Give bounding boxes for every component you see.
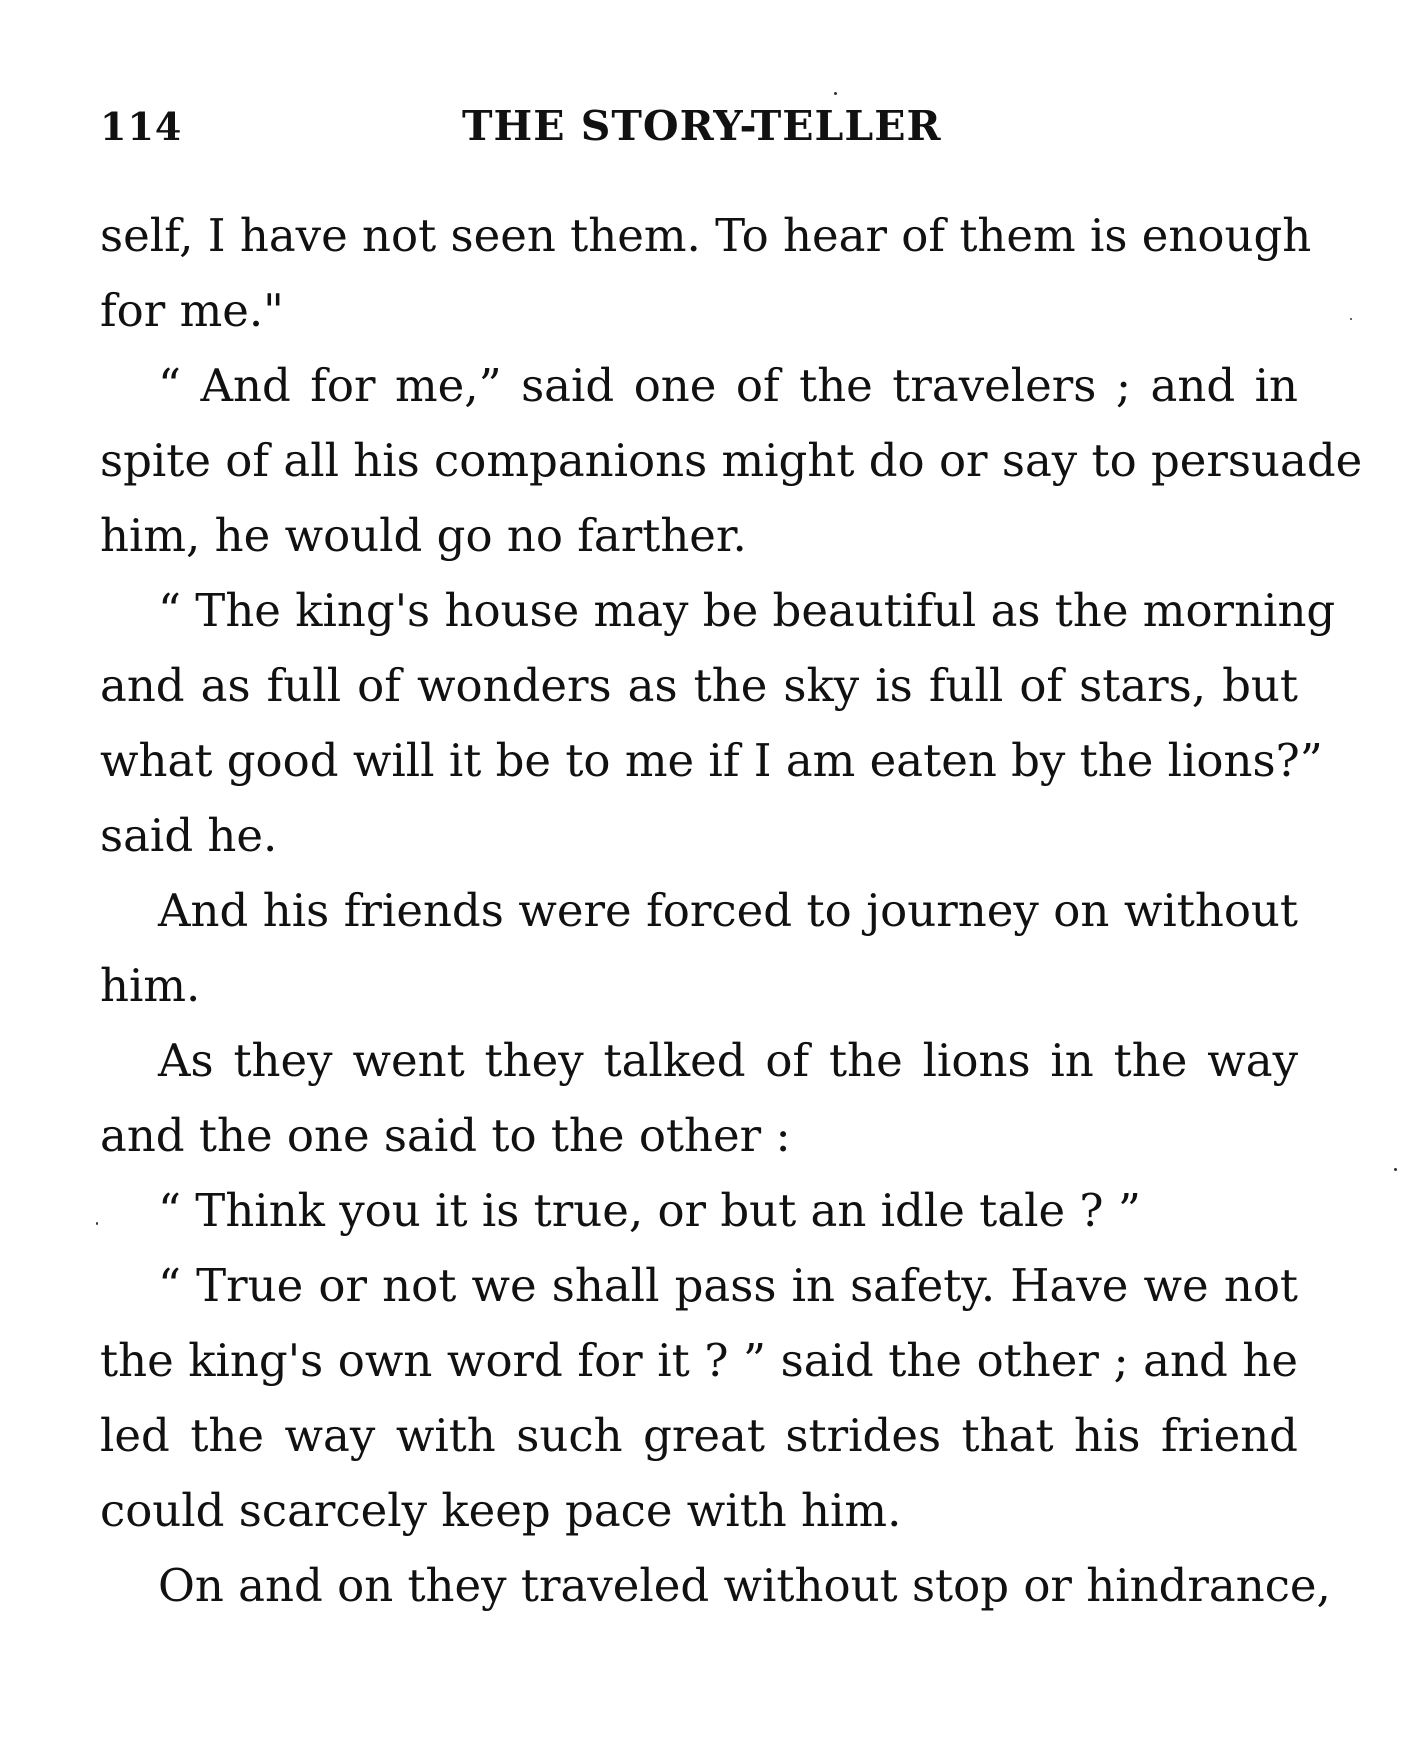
page-header bbox=[100, 104, 1298, 164]
text-line: self, I have not seen them. To hear of them is enough bbox=[100, 209, 1312, 262]
text-line: And his friends were forced to journey on without bbox=[158, 884, 1298, 937]
text-line: the king's own word for it ? ” said the other ; and he bbox=[100, 1334, 1298, 1387]
text-line: him, he would go no farther. bbox=[100, 509, 747, 562]
paragraph bbox=[100, 198, 1312, 348]
text-line: As they went they talked of the lions in the way bbox=[158, 1034, 1298, 1087]
paragraph bbox=[100, 1023, 1298, 1173]
running-head: THE STORY-TELLER bbox=[462, 102, 942, 150]
text-line: “ The king's house may be beautiful as the morning bbox=[158, 584, 1336, 637]
text-line: led the way with such great strides that his friend bbox=[100, 1409, 1298, 1462]
print-speck bbox=[1350, 318, 1352, 320]
text-line: “ True or not we shall pass in safety. Have we not bbox=[158, 1259, 1298, 1312]
text-line: spite of all his companions might do or say to persuade bbox=[100, 434, 1363, 487]
paragraph bbox=[100, 1173, 1298, 1248]
text-line: On and on they traveled without stop or hindrance, bbox=[158, 1559, 1331, 1612]
paragraph bbox=[100, 1548, 1331, 1623]
paragraph bbox=[100, 1248, 1298, 1548]
text-line: what good will it be to me if I am eaten by the lions?” bbox=[100, 734, 1323, 787]
text-line: “ And for me,” said one of the travelers ; and in bbox=[158, 359, 1298, 412]
text-line: him. bbox=[100, 959, 201, 1012]
print-speck bbox=[834, 92, 837, 95]
text-line: could scarcely keep pace with him. bbox=[100, 1484, 902, 1537]
paragraph bbox=[100, 873, 1298, 1023]
text-line: “ Think you it is true, or but an idle tale ? ” bbox=[158, 1184, 1141, 1237]
paragraph bbox=[100, 573, 1336, 873]
text-line: and as full of wonders as the sky is full of stars, but bbox=[100, 659, 1298, 712]
text-line: for me." bbox=[100, 284, 284, 337]
print-speck bbox=[1394, 1168, 1397, 1171]
page-number: 114 bbox=[100, 104, 183, 149]
text-line: said he. bbox=[100, 809, 278, 862]
print-speck bbox=[96, 1222, 98, 1225]
text-line: and the one said to the other : bbox=[100, 1109, 791, 1162]
paragraph bbox=[100, 348, 1363, 573]
body-text bbox=[100, 198, 1363, 1623]
